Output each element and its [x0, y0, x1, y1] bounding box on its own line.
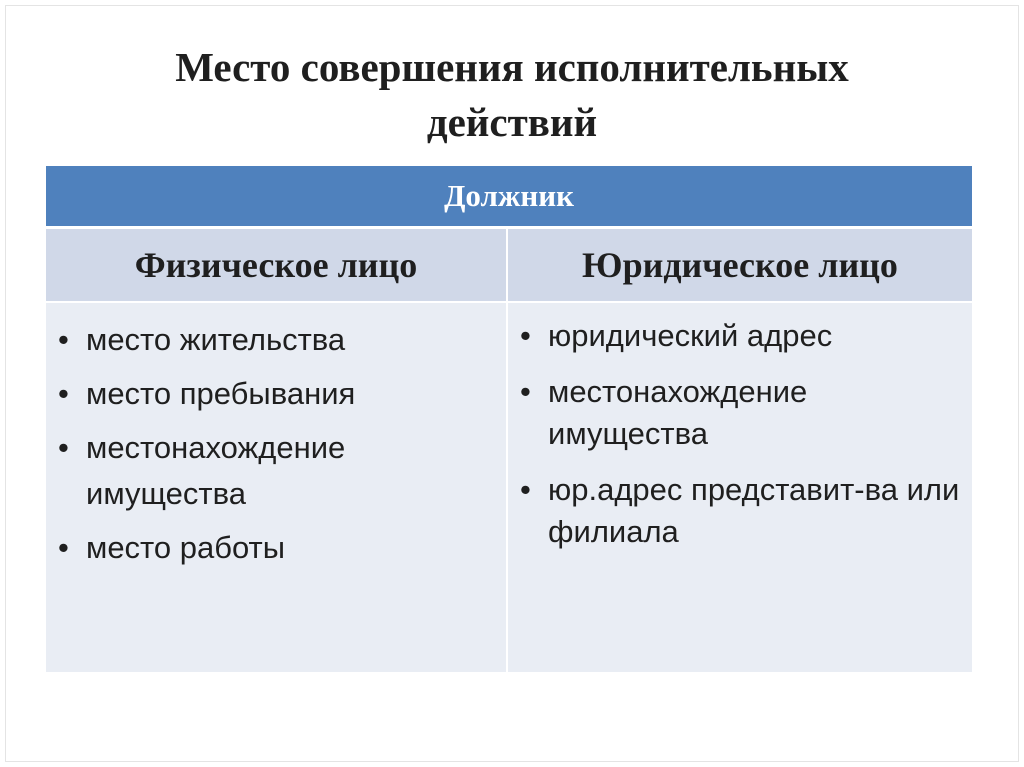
list-item [58, 317, 496, 363]
bullet-icon: • [520, 318, 531, 353]
slide-title [60, 40, 964, 150]
bullet-icon: • [520, 472, 531, 507]
bullet-icon: • [58, 530, 69, 565]
table-header-row [46, 166, 972, 229]
title-line-2: действий [426, 99, 598, 145]
table-header: Должник [444, 178, 574, 213]
list-item-text: место жительства [86, 322, 346, 357]
list-item [58, 525, 496, 571]
list-item-text: местонахождение имущества [86, 430, 346, 511]
bullet-icon: • [520, 374, 531, 409]
list-item [58, 371, 496, 417]
column-body-legal-entity [508, 303, 972, 672]
title-line-1: Место совершения исполнительных [175, 44, 849, 90]
bullet-icon: • [58, 322, 69, 357]
comparison-table [46, 166, 972, 672]
column-heading-individual: Физическое лицо [46, 229, 508, 303]
list-item [520, 315, 960, 357]
bullet-list-legal-entity [520, 315, 960, 553]
list-item-text: местонахождение имущества [548, 374, 808, 451]
list-item-text: место работы [86, 530, 286, 565]
list-item-text: место пребывания [86, 376, 356, 411]
list-item-text: юридический адрес [548, 318, 833, 353]
bullet-icon: • [58, 430, 69, 465]
list-item [58, 425, 496, 517]
table-subheader-row [46, 229, 972, 303]
list-item-text: юр.адрес представит-ва или филиала [548, 472, 960, 549]
list-item [520, 371, 960, 455]
bullet-icon: • [58, 376, 69, 411]
column-heading-legal-entity: Юридическое лицо [508, 229, 972, 303]
table-body-row [46, 303, 972, 672]
column-body-individual [46, 303, 508, 672]
bullet-list-individual [58, 317, 496, 571]
list-item [520, 469, 960, 553]
